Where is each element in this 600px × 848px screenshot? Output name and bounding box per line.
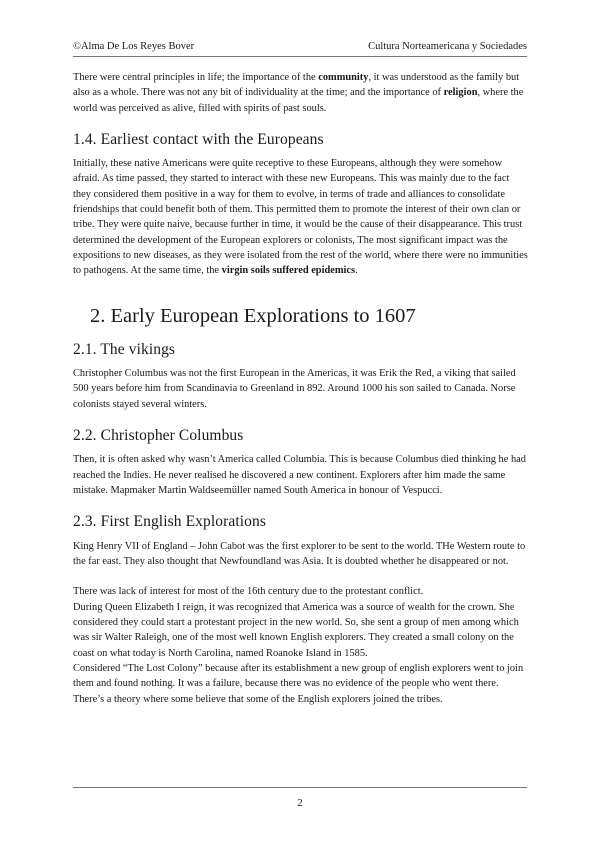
section-1-4-text: Initially, these native Americans were quite receptive to these Europeans, although they were somehow afraid. As time passed, they started to interact with these new Europeans. This was mainly due to the fact they considered them positive in a way for them to evolve, in terms of trade and alliances to consolidate friendships that could benefit both of them. This permitted them to promote the interest of their own clan or tribe. They were quite naive, because further in time, it would be the cause of their disappearance. This trust determined the development of the European explorers or colonists, The most significant impact was the expositions to new diseases, as they were isolated from the rest of the world, where there were no immunities to pathogens. At the same time, the — [73, 158, 528, 277]
intro-paragraph — [73, 70, 528, 116]
page-number: 2 — [297, 797, 303, 809]
intro-text-2: , it was understood as the family but also as a whole. There was not any bit of individuality at the time; and the importance of — [73, 72, 520, 99]
section-2-3-paragraph-2: There was lack of interest for most of the 16th century due to the protestant conflict. — [73, 586, 424, 598]
chapter-2-heading: 2. Early European Explorations to 1607 — [90, 304, 416, 327]
page-header — [73, 34, 527, 57]
section-2-3-paragraph-4: Considered “The Lost Colony” because after its establishment a new group of english explorers went to join them and found nothing. It was a failure, because there was no evidence of the people who went there. There’s a theory where some believe that some of the English explorers joined the tribes. — [73, 662, 524, 705]
header-author: ©Alma De Los Reyes Bover — [73, 41, 195, 52]
section-1-4-bold: virgin soils suffered epidemics — [221, 265, 356, 277]
section-2-2-heading: 2.2. Christopher Columbus — [73, 427, 244, 445]
header-course-title: Cultura Norteamericana y Sociedades — [368, 41, 527, 52]
section-2-3-heading: 2.3. First English Explorations — [73, 513, 266, 531]
section-2-1-paragraph: Christopher Columbus was not the first European in the Americas, it was Erik the Red, a viking that sailed 500 years before him from Scandinavia to Greenland in 892. Around 1000 his son sailed to Canada. Norse colonists stayed several winters. — [73, 368, 516, 410]
intro-text-3: , where the world was perceived as alive, filled with spirits of past souls. — [73, 87, 524, 114]
footer-divider — [73, 787, 527, 788]
section-1-4-paragraph — [73, 156, 528, 278]
page-content — [73, 70, 528, 707]
section-1-4-heading: 1.4. Earliest contact with the Europeans — [73, 130, 324, 148]
section-2-3-paragraph-1: King Henry VII of England – John Cabot was the first explorer to be sent to the world. THe Western route to the far east. They also thought that Newfoundland was Asia. It is doubted whether he disappeared or not. — [73, 540, 526, 567]
intro-text-1: There were central principles in life; the importance of the — [73, 72, 319, 83]
section-2-1-heading: 2.1. The vikings — [73, 340, 176, 358]
section-2-2-paragraph: Then, it is often asked why wasn’t America called Columbia. This is because Columbus died thinking he had reached the Indies. He never realised he discovered a new continent. Explorers after him made the same mistake. Mapmaker Martin Waldseemüller named South America in honour of Vespucci. — [73, 454, 526, 496]
intro-bold-community: community — [318, 72, 369, 83]
intro-bold-religion: religion — [443, 87, 478, 99]
section-2-3-paragraph-3: During Queen Elizabeth I reign, it was recognized that America was a source of wealth for the crown. She considered they could start a protestant project in the new world. So, she sent a group of men among which was sir Walter Raleigh, one of the most well known English explorers. They created a small colony on the coast on what today is North Carolina, named Roanoke Island in 1585. — [73, 601, 519, 659]
section-1-4-end: . — [355, 265, 358, 277]
paragraph-gap — [73, 569, 528, 584]
